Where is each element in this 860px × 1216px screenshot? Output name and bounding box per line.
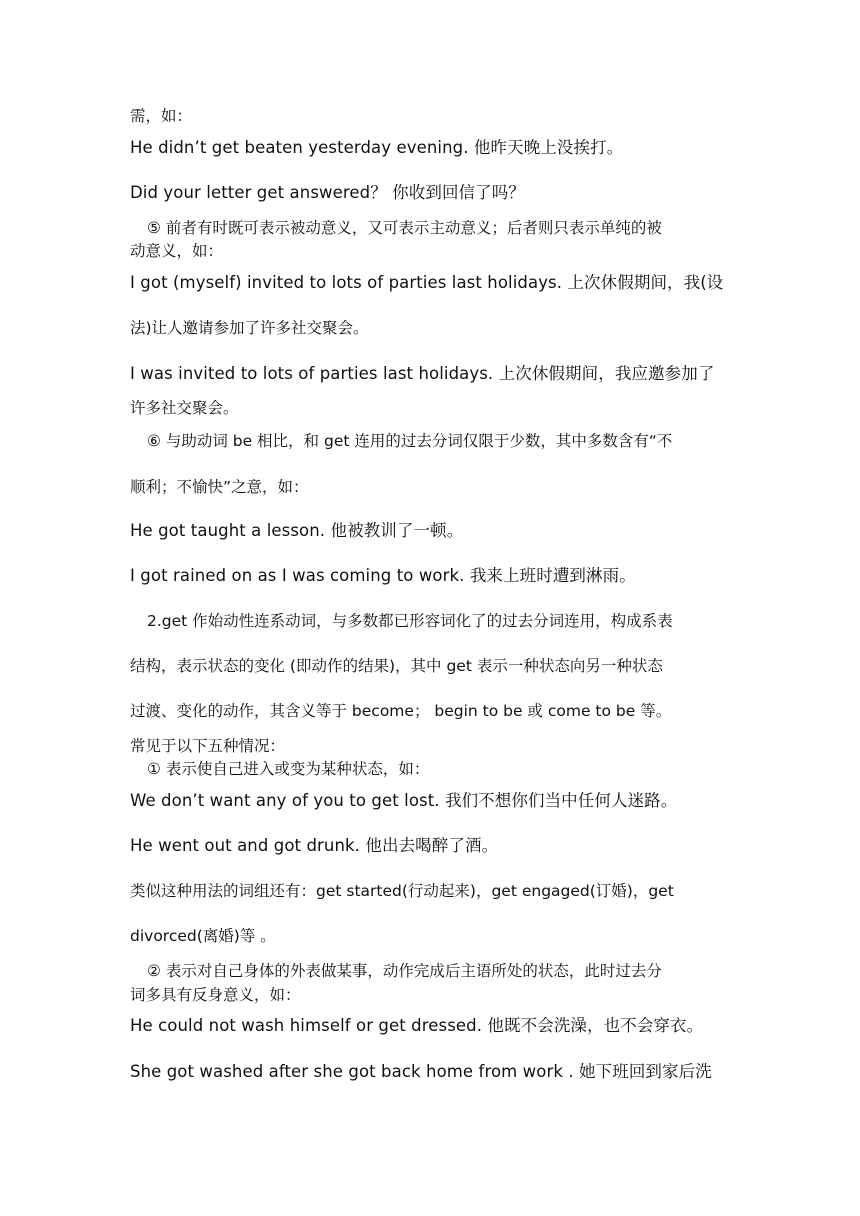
text-line: He didn’t get beaten yesterday evening. 他昨天晚上没挨打。 [130,138,624,157]
text-line: 类似这种用法的词组还有：get started(行动起来)，get engaged(订婚)，get [130,882,674,900]
text-line: Did your letter get answered？ 你收到回信了吗？ [130,183,525,202]
text-line: We don’t want any of you to get lost. 我们不想你们当中任何人迷路。 [130,791,678,810]
text-line: ① 表示使自己进入或变为某种状态，如： [147,760,430,778]
text-line: 结构，表示状态的变化 (即动作的结果)，其中 get 表示一种状态向另一种状态 [130,657,663,675]
text-line: 顺利；不愉快”之意，如： [130,478,309,496]
text-line: 2.get 作始动性连系动词，与多数都已形容词化了的过去分词连用，构成系表 [147,612,673,630]
text-line: I was invited to lots of parties last holidays. 上次休假期间，我应邀参加了 [130,364,715,383]
text-line: I got rained on as I was coming to work. 我来上班时遭到淋雨。 [130,566,636,585]
text-line: ② 表示对自己身体的外表做某事，动作完成后主语所处的状态，此时过去分 [147,962,662,980]
text-line: 词多具有反身意义，如： [130,986,301,1004]
text-line: 需，如： [130,107,193,125]
text-line: She got washed after she got back home from work . 她下班回到家后洗 [130,1062,712,1081]
text-line: He could not wash himself or get dressed. 他既不会洗澡，也不会穿衣。 [130,1016,704,1035]
text-line: I got (myself) invited to lots of parties last holidays. 上次休假期间，我(设 [130,273,724,292]
text-line: 动意义，如： [130,242,224,260]
text-line: ⑥ 与助动词 be 相比，和 get 连用的过去分词仅限于少数，其中多数含有“不 [147,432,673,450]
text-line: He got taught a lesson. 他被教训了一顿。 [130,521,464,540]
text-line: 过渡、变化的动作，其含义等于 become； begin to be 或 come to be 等。 [130,702,672,720]
text-line: 常见于以下五种情况： [130,737,286,755]
text-line: ⑤ 前者有时既可表示被动意义，又可表示主动意义；后者则只表示单纯的被 [147,219,662,237]
text-line: 法)让人邀请参加了许多社交聚会。 [130,319,369,337]
text-line: 许多社交聚会。 [130,399,239,417]
text-line: divorced(离婚)等 。 [130,927,276,945]
text-line: He went out and got drunk. 他出去喝醉了酒。 [130,836,499,855]
